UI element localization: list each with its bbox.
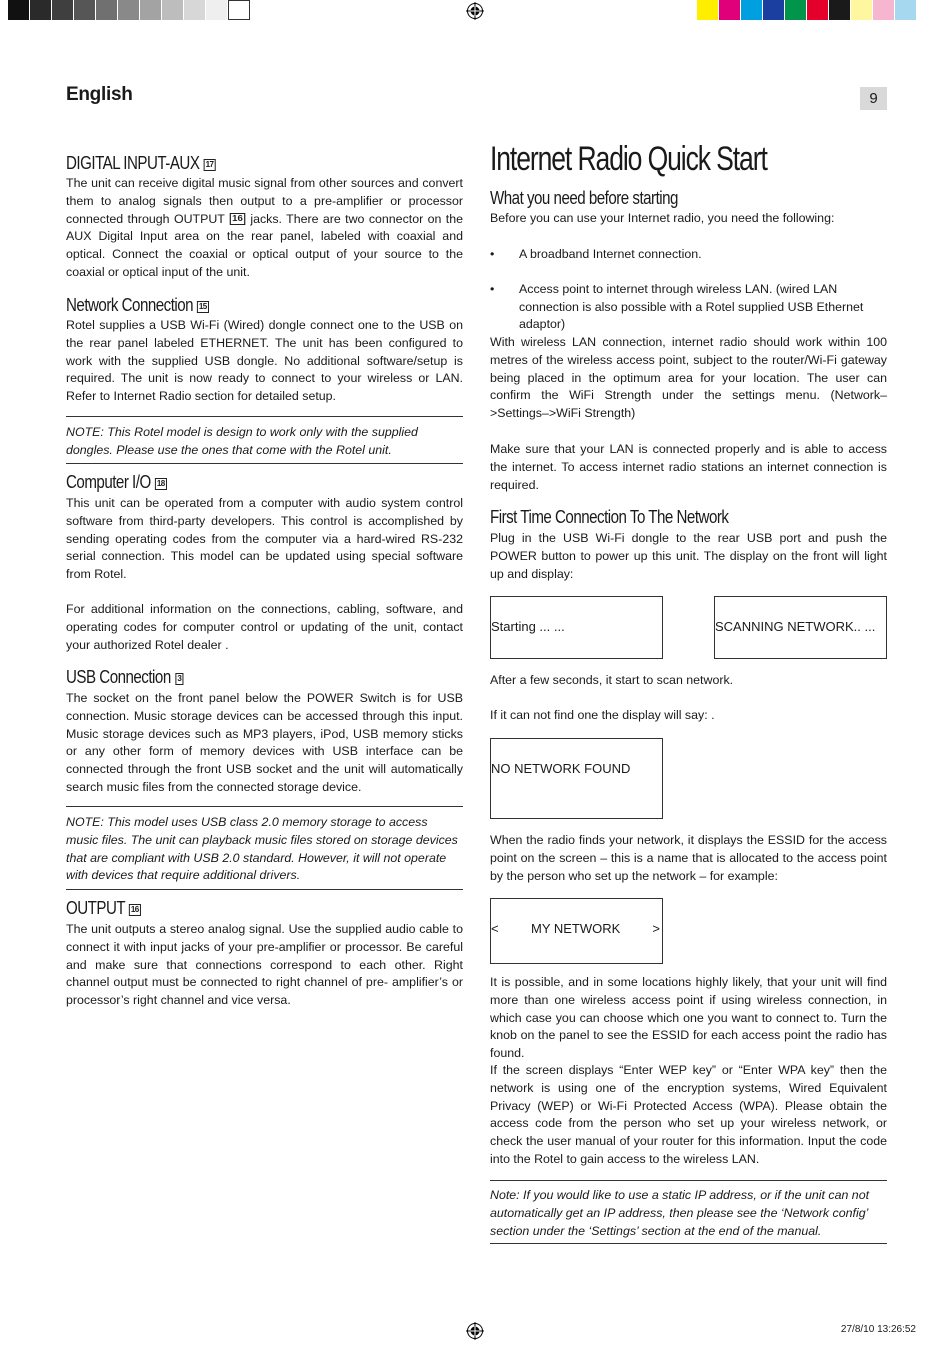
heading-first-time-connection: First Time Connection To The Network xyxy=(490,507,729,527)
paragraph-plug-in: Plug in the USB Wi-Fi dongle to the rear USB port and push the POWER button to power up this unit. The display on the front will light up and display: xyxy=(490,531,887,581)
display-no-network: NO NETWORK FOUND xyxy=(490,738,663,819)
print-timestamp: 27/8/10 13:26:52 xyxy=(840,1324,916,1335)
paragraph-wireless-range: With wireless LAN connection, internet radio should work within 100 metres of the wireless access point, subject to the router/Wi-Fi gateway being placed in the optimum area for your location. The user can confirm the WiFi Strength under the settings menu. (Network–>Settings–>WiFi Strength) xyxy=(490,335,887,421)
list-item: • Access point to internet through wireless LAN. (wired LAN connection is also possible with a Rotel supplied USB Ethernet adaptor) xyxy=(490,281,864,332)
color-swatch xyxy=(829,0,851,20)
gray-swatch xyxy=(8,0,30,20)
color-swatch xyxy=(785,0,807,20)
list-item: • A broadband Internet connection. xyxy=(490,246,887,264)
gray-swatch xyxy=(118,0,140,20)
divider xyxy=(66,463,463,464)
divider xyxy=(490,1243,887,1244)
color-swatch xyxy=(873,0,895,20)
callout-number: 18 xyxy=(155,478,167,490)
requirements-list xyxy=(490,246,887,334)
callout-number: 3 xyxy=(175,673,183,685)
gray-swatch xyxy=(140,0,162,20)
bullet: • xyxy=(490,281,495,296)
paragraph-output: The unit outputs a stereo analog signal. Use the supplied audio cable to connect it with input jacks of your pre-amplifier or processor. Be careful and make sure that connections correspond to each other. Right channel output must be connected to right channel of pre- amplifier’s or processor’s right channel and vice versa. xyxy=(66,922,463,1008)
callout-number: 16 xyxy=(129,904,141,916)
registration-mark-icon xyxy=(466,2,484,20)
paragraph-multiple-ap: It is possible, and in some locations highly likely, that your unit will find more than one wireless access point if using wireless connection, in which case you can choose which one you want to connect to. Turn the knob on the panel to see the ESSID for each access point the radio has found. xyxy=(490,975,887,1061)
network-name: MY NETWORK xyxy=(531,921,621,936)
color-swatch xyxy=(763,0,785,20)
page-number: 9 xyxy=(860,87,887,110)
registration-mark-icon xyxy=(466,1322,484,1340)
paragraph-computer-io: This unit can be operated from a computer with audio system control software from third-party developers. This control is accomplished by sending operating codes from the computer via a hard-wired RS-232 serial connection. This model can be updated using special software from Rotel. xyxy=(66,496,463,582)
color-swatch xyxy=(851,0,873,20)
gray-swatch xyxy=(184,0,206,20)
color-swatch xyxy=(741,0,763,20)
gray-swatch xyxy=(162,0,184,20)
page-title: Internet Radio Quick Start xyxy=(490,140,767,178)
gray-swatch xyxy=(96,0,118,20)
note-usb: NOTE: This model uses USB class 2.0 memory storage to access music files. The unit can playback music files stored on storage devices that are compliant with USB 2.0 standard. However, it will not operate with devices that require additional drivers. xyxy=(66,815,458,883)
paragraph-digital-input: The unit can receive digital music signal from other sources and convert them to analog signals then output to a pre-amplifier or processor connected through OUTPUT 16 jacks. There are two connector on the AUX Digital Input area on the rear panel, labeled with coaxial and optical. Connect the coaxial or optical output of your source to the coaxial or optical input of the unit. xyxy=(66,176,463,279)
gray-swatch xyxy=(228,0,250,20)
gray-swatch xyxy=(206,0,228,20)
paragraph-not-found: If it can not find one the display will say: . xyxy=(490,708,715,722)
paragraph-encryption: If the screen displays “Enter WEP key” or “Enter WPA key” then the network is using one of the encryption systems, Wired Equivalent Privacy (WEP) or Wi-Fi Protected Access (WPA). Please obtain the access code from the person who set up your wireless network, or check the user manual of your router for this information. Input the code into the Rotel to gain access to the wireless LAN. xyxy=(490,1063,887,1166)
paragraph-computer-io-info: For additional information on the connections, cabling, software, and operating codes for computer control or updating of the unit, contact your authorized Rotel dealer . xyxy=(66,602,463,652)
callout-number: 17 xyxy=(203,159,215,171)
divider xyxy=(66,889,463,890)
language-label: English xyxy=(66,84,133,105)
display-scanning: SCANNING NETWORK.. ... xyxy=(714,596,887,659)
divider xyxy=(66,806,463,807)
paragraph-scan: After a few seconds, it start to scan network. xyxy=(490,673,734,687)
color-swatch xyxy=(807,0,829,20)
heading-computer-io: Computer I/O 18 xyxy=(66,472,166,493)
bullet: • xyxy=(490,247,495,261)
color-calibration-bar xyxy=(697,0,917,20)
paragraph-lan-check: Make sure that your LAN is connected properly and is able to access the internet. To access internet radio stations an internet connection is required. xyxy=(490,442,887,492)
callout-number: 16 xyxy=(230,213,245,225)
divider xyxy=(490,1180,887,1181)
note-static-ip: Note: If you would like to use a static IP address, or if the unit can not automatically get an IP address, then please see the ‘Network config’ section under the ‘Settings’ section at the end of the manual. xyxy=(490,1188,870,1238)
display-starting: Starting ... ... xyxy=(490,596,663,659)
color-swatch xyxy=(719,0,741,20)
gray-swatch xyxy=(30,0,52,20)
heading-network-connection: Network Connection 15 xyxy=(66,295,208,316)
gray-swatch xyxy=(74,0,96,20)
gray-swatch xyxy=(52,0,74,20)
display-my-network xyxy=(490,898,663,964)
gray-calibration-bar xyxy=(8,0,250,20)
heading-what-you-need: What you need before starting xyxy=(490,188,678,208)
left-arrow: < xyxy=(491,921,499,936)
divider xyxy=(66,416,463,417)
right-arrow: > xyxy=(652,921,660,936)
color-swatch xyxy=(895,0,917,20)
heading-digital-input: DIGITAL INPUT-AUX 17 xyxy=(66,153,214,174)
paragraph-network-connection: Rotel supplies a USB Wi-Fi (Wired) dongle connect one to the USB on the rear panel labeled ETHERNET. The unit has been configured to work with the supplied USB dongle. No additional software/setup is required. The unit is now ready to connect to your wireless or LAN. Refer to Internet Radio section for detailed setup. xyxy=(66,318,463,404)
callout-number: 15 xyxy=(197,301,209,313)
paragraph-essid: When the radio finds your network, it displays the ESSID for the access point on the screen – this is a name that is allocated to the access point by the person who set up the network – for example: xyxy=(490,833,887,883)
note-network: NOTE: This Rotel model is design to work only with the supplied dongles. Please use the ones that come with the Rotel unit. xyxy=(66,425,418,457)
paragraph-usb-connection: The socket on the front panel below the POWER Switch is for USB connection. Music storage devices can be accessed through this input. Music storage devices such as MP3 players, iPod, USB memory sticks or any other form of memory devices with USB interface can be connected through the front USB socket and the unit will automatically search music files from the connected storage device. xyxy=(66,691,463,794)
heading-usb-connection: USB Connection 3 xyxy=(66,667,182,688)
paragraph-need-intro: Before you can use your Internet radio, you need the following: xyxy=(490,211,835,225)
heading-output: OUTPUT 16 xyxy=(66,898,140,919)
color-swatch xyxy=(697,0,719,20)
